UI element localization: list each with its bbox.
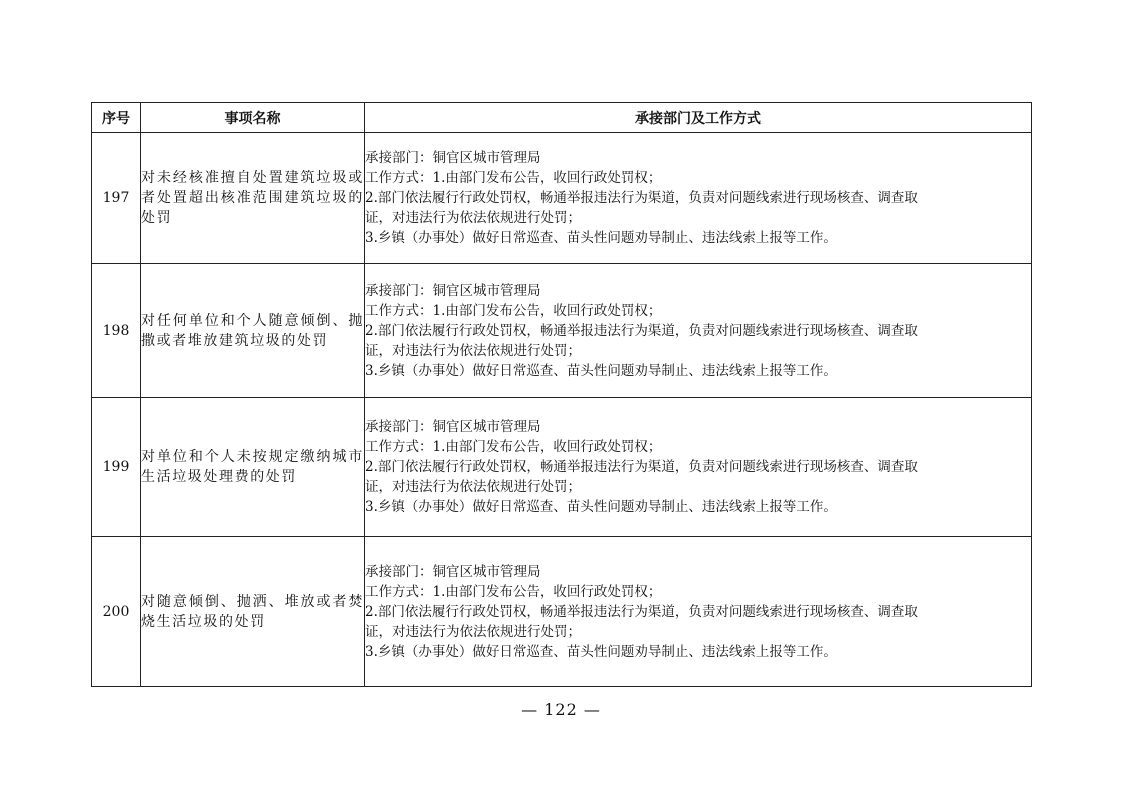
desc-line: 3.乡镇（办事处）做好日常巡查、苗头性问题劝导制止、违法线索上报等工作。 (365, 230, 837, 246)
row-name: 对单位和个人未按规定缴纳城市生活垃圾处理费的处罚 (141, 398, 365, 537)
row-desc (365, 398, 1032, 537)
table-row (92, 133, 1032, 264)
row-num: 198 (92, 264, 141, 398)
matters-table (91, 102, 1032, 687)
row-num: 197 (92, 133, 141, 264)
row-desc (365, 264, 1032, 398)
row-desc (365, 537, 1032, 687)
row-name: 对未经核准擅自处置建筑垃圾或者处置超出核准范围建筑垃圾的处罚 (141, 133, 365, 264)
row-num: 200 (92, 537, 141, 687)
desc-line: 承接部门：铜官区城市管理局 (365, 150, 541, 166)
row-num: 199 (92, 398, 141, 537)
table-header-row (92, 103, 1032, 133)
header-dept: 承接部门及工作方式 (365, 103, 1032, 133)
desc-line: 3.乡镇（办事处）做好日常巡查、苗头性问题劝导制止、违法线索上报等工作。 (365, 643, 837, 660)
desc-line: 工作方式：1.由部门发布公告，收回行政处罚权； (365, 583, 662, 600)
desc-line: 证，对违法行为依法依规进行处罚； (365, 623, 581, 640)
desc-line: 2.部门依法履行行政处罚权，畅通举报违法行为渠道，负责对问题线索进行现场核查、调查取 (365, 603, 918, 620)
desc-line: 工作方式：1.由部门发布公告，收回行政处罚权； (365, 439, 662, 455)
desc-line: 2.部门依法履行行政处罚权，畅通举报违法行为渠道，负责对问题线索进行现场核查、调查取 (365, 190, 918, 206)
desc-line: 承接部门：铜官区城市管理局 (365, 282, 541, 299)
table-row (92, 537, 1032, 687)
table-row (92, 398, 1032, 537)
row-desc (365, 133, 1032, 264)
desc-line: 证，对违法行为依法依规进行处罚； (365, 210, 581, 226)
desc-line: 2.部门依法履行行政处罚权，畅通举报违法行为渠道，负责对问题线索进行现场核查、调查取 (365, 459, 918, 475)
table-row (92, 264, 1032, 398)
desc-line: 证，对违法行为依法依规进行处罚； (365, 342, 581, 359)
desc-line: 3.乡镇（办事处）做好日常巡查、苗头性问题劝导制止、违法线索上报等工作。 (365, 499, 837, 515)
desc-line: 承接部门：铜官区城市管理局 (365, 563, 541, 580)
desc-line: 证，对违法行为依法依规进行处罚； (365, 479, 581, 495)
header-num: 序号 (92, 103, 141, 133)
desc-line: 2.部门依法履行行政处罚权，畅通举报违法行为渠道，负责对问题线索进行现场核查、调查取 (365, 322, 918, 339)
row-name: 对随意倾倒、抛洒、堆放或者焚烧生活垃圾的处罚 (141, 537, 365, 687)
desc-line: 3.乡镇（办事处）做好日常巡查、苗头性问题劝导制止、违法线索上报等工作。 (365, 362, 837, 379)
row-name: 对任何单位和个人随意倾倒、抛撒或者堆放建筑垃圾的处罚 (141, 264, 365, 398)
desc-line: 工作方式：1.由部门发布公告，收回行政处罚权； (365, 302, 662, 319)
desc-line: 承接部门：铜官区城市管理局 (365, 419, 541, 435)
page-number: — 122 — (521, 700, 601, 719)
header-name: 事项名称 (141, 103, 365, 133)
desc-line: 工作方式：1.由部门发布公告，收回行政处罚权； (365, 170, 662, 186)
